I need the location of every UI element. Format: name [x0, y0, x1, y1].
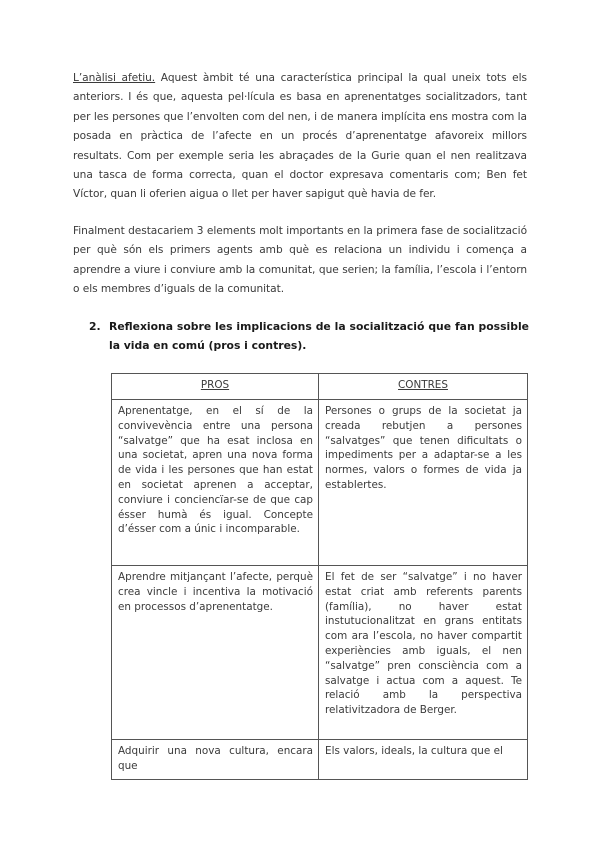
question-text: Reflexiona sobre les implicacions de la socialització que fan possible la vida en comú (pros i contres).: [109, 320, 529, 352]
question-heading: [89, 317, 529, 355]
header-pros: PROS: [112, 374, 319, 400]
table-header-row: [112, 374, 528, 400]
cell-pros: Aprendre mitjançant l’afecte, perquè crea vincle i incentiva la motivació en processos d’aprenentatge.: [112, 566, 319, 740]
paragraph-body-text: Aquest àmbit té una característica principal la qual uneix tots els anteriors. I és que, aquesta pel·lícula es basa en aprenentatges socialitzadors, tant per les persones que l’envolten com del nen, i de manera implícita ens mostra com la posada en pràctica de l’afecte en un procés d’aprenentatge afavoreix millors resultats. Com per exemple seria les abraçades de la Gurie quan el nen realitzava una tasca de forma correcta, quan el doctor expresava comentaris com; Ben fet Víctor, quan li oferien aigua o llet per haver sapigut què havia de fer.: [73, 72, 527, 201]
cell-contres: Persones o grups de la societat ja creada rebutjen a persones “salvatges” que tenen dificultats o impediments per a adaptar-se a les normes, valors o formes de vida ja establertes.: [319, 400, 528, 566]
pros-cons-table: [111, 373, 528, 780]
paragraph-lead-term: L’anàlisi afetiu.: [73, 72, 156, 84]
paragraph-socialization-elements: Finalment destacariem 3 elements molt importants en la primera fase de socialització per què són els primers agents amb què es relaciona un individu i comença a aprendre a viure i conviure amb la comunitat, que serien; la família, l’escola i l’entorn o els membres d’iguals de la comunitat.: [73, 225, 527, 296]
paragraph-affective-analysis: [73, 69, 527, 205]
table-row: [112, 400, 528, 566]
cell-contres: Els valors, ideals, la cultura que el: [319, 740, 528, 780]
table-row: [112, 566, 528, 740]
question-number: 2.: [89, 320, 101, 333]
cell-pros: Aprenentatge, en el sí de la convivevència entre una persona “salvatge” que ha esat inclosa en una societat, apren una nova forma de vida i les persones que han estat en societat aprenen a acceptar, conviure i conciencïar-se de que cap ésser humà és igual. Concepte d’ésser com a únic i incomparable.: [112, 400, 319, 566]
cell-contres: El fet de ser “salvatge” i no haver estat criat amb referents parents (família), no haver estat instutucionalitzat en grans entitats com ara l’escola, no haver compartit experiències amb iguals, el nen “salvatge” pren consciència com a salvatge i actua com a aquest. Te relació amb la perspectiva relativitzadora de Berger.: [319, 566, 528, 740]
header-contres: CONTRES: [319, 374, 528, 400]
cell-pros: Adquirir una nova cultura, encara que: [112, 740, 319, 780]
table-row: [112, 740, 528, 780]
